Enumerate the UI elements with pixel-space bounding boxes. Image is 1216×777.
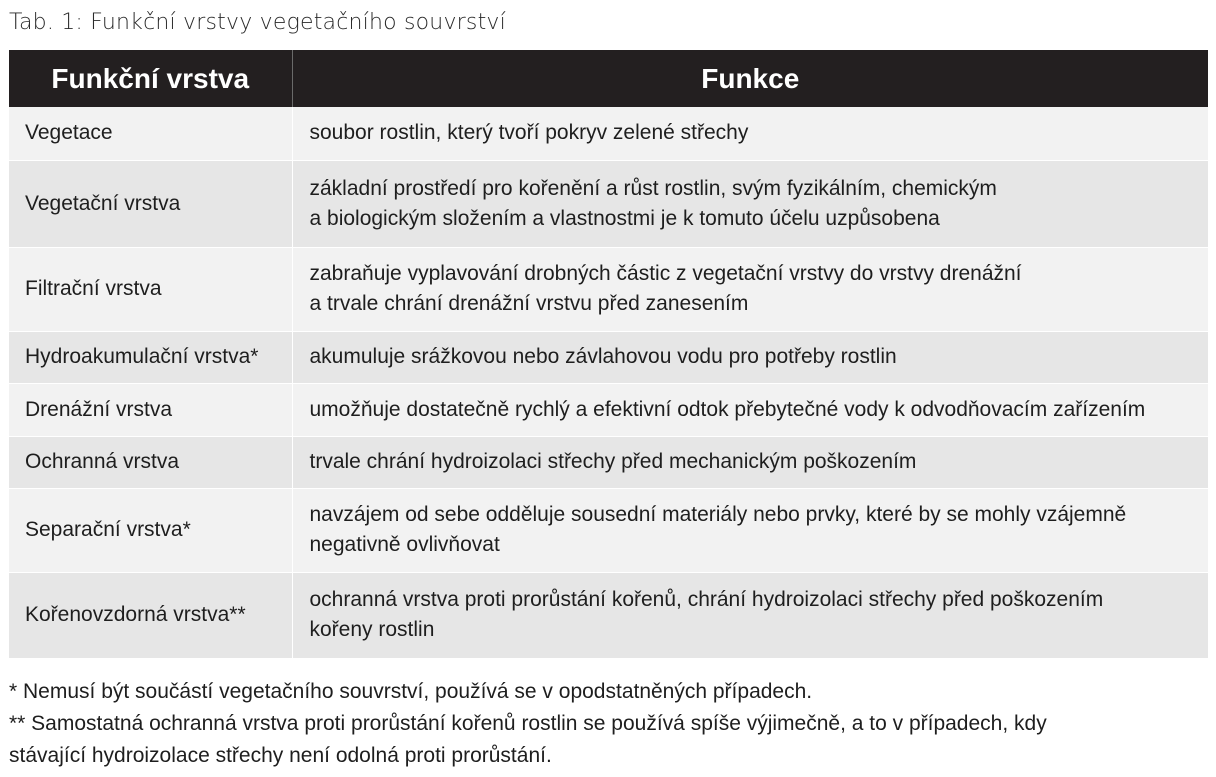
function-line: zabraňuje vyplavování drobných částic z vegetační vrstvy do vrstvy drenážní	[309, 262, 1022, 285]
function-cell	[292, 247, 1208, 331]
function-cell	[292, 107, 1208, 160]
footnote: ** Samostatná ochranná vrstva proti prorůstání kořenů rostlin se používá spíše výjimečně, a to v případech, kdy	[9, 712, 1047, 735]
function-cell	[292, 331, 1208, 383]
header-row	[9, 50, 1208, 107]
function-line: ochranná vrstva proti prorůstání kořenů, chrání hydroizolaci střechy před poškozením	[309, 588, 1104, 611]
function-line: akumuluje srážkovou nebo závlahovou vodu pro potřeby rostlin	[309, 345, 897, 368]
function-cell	[292, 488, 1208, 572]
table-header	[9, 50, 1208, 107]
layer-cell: Separační vrstva*	[9, 488, 292, 572]
footnote: * Nemusí být součástí vegetačního souvrství, používá se v opodstatněných případech.	[9, 680, 813, 703]
function-line: základní prostředí pro kořenění a růst rostlin, svým fyzikálním, chemickým	[309, 176, 997, 200]
function-cell	[292, 383, 1208, 436]
function-line: a trvale chrání drenážní vrstvu před zanesením	[309, 292, 749, 315]
table-row	[9, 572, 1208, 658]
layers-table	[9, 50, 1208, 659]
function-cell	[292, 572, 1208, 658]
table-row	[9, 331, 1208, 383]
layer-cell: Hydroakumulační vrstva*	[9, 331, 292, 383]
function-line: a biologickým složením a vlastnostmi je k tomuto účelu uzpůsobena	[309, 206, 940, 230]
footnote: stávající hydroizolace střechy není odolná proti prorůstání.	[9, 744, 552, 767]
layer-cell: Ochranná vrstva	[9, 436, 292, 488]
header-layer: Funkční vrstva	[9, 50, 292, 107]
layer-cell: Kořenovzdorná vrstva**	[9, 572, 292, 658]
function-line: trvale chrání hydroizolaci střechy před mechanickým poškozením	[309, 450, 917, 473]
function-line: kořeny rostlin	[309, 618, 435, 641]
header-function: Funkce	[292, 50, 1208, 107]
table-row	[9, 436, 1208, 488]
function-line: umožňuje dostatečně rychlý a efektivní odtok přebytečné vody k odvodňovacím zařízením	[309, 397, 1146, 421]
footnotes	[9, 676, 1209, 772]
function-cell	[292, 436, 1208, 488]
table-body	[9, 107, 1208, 658]
function-cell	[292, 160, 1208, 247]
layer-cell: Filtrační vrstva	[9, 247, 292, 331]
table-row	[9, 383, 1208, 436]
table-caption: Tab. 1: Funkční vrstvy vegetačního souvrství	[9, 10, 506, 35]
table-row	[9, 488, 1208, 572]
table-row	[9, 247, 1208, 331]
layer-cell: Vegetační vrstva	[9, 160, 292, 247]
layer-cell: Vegetace	[9, 107, 292, 160]
function-line: navzájem od sebe odděluje sousední materiály nebo prvky, které by se mohly vzájemně	[309, 503, 1127, 526]
function-line: soubor rostlin, který tvoří pokryv zelené střechy	[309, 121, 749, 145]
table-row	[9, 160, 1208, 247]
layer-cell: Drenážní vrstva	[9, 383, 292, 436]
function-line: negativně ovlivňovat	[309, 533, 500, 556]
table-row	[9, 107, 1208, 160]
